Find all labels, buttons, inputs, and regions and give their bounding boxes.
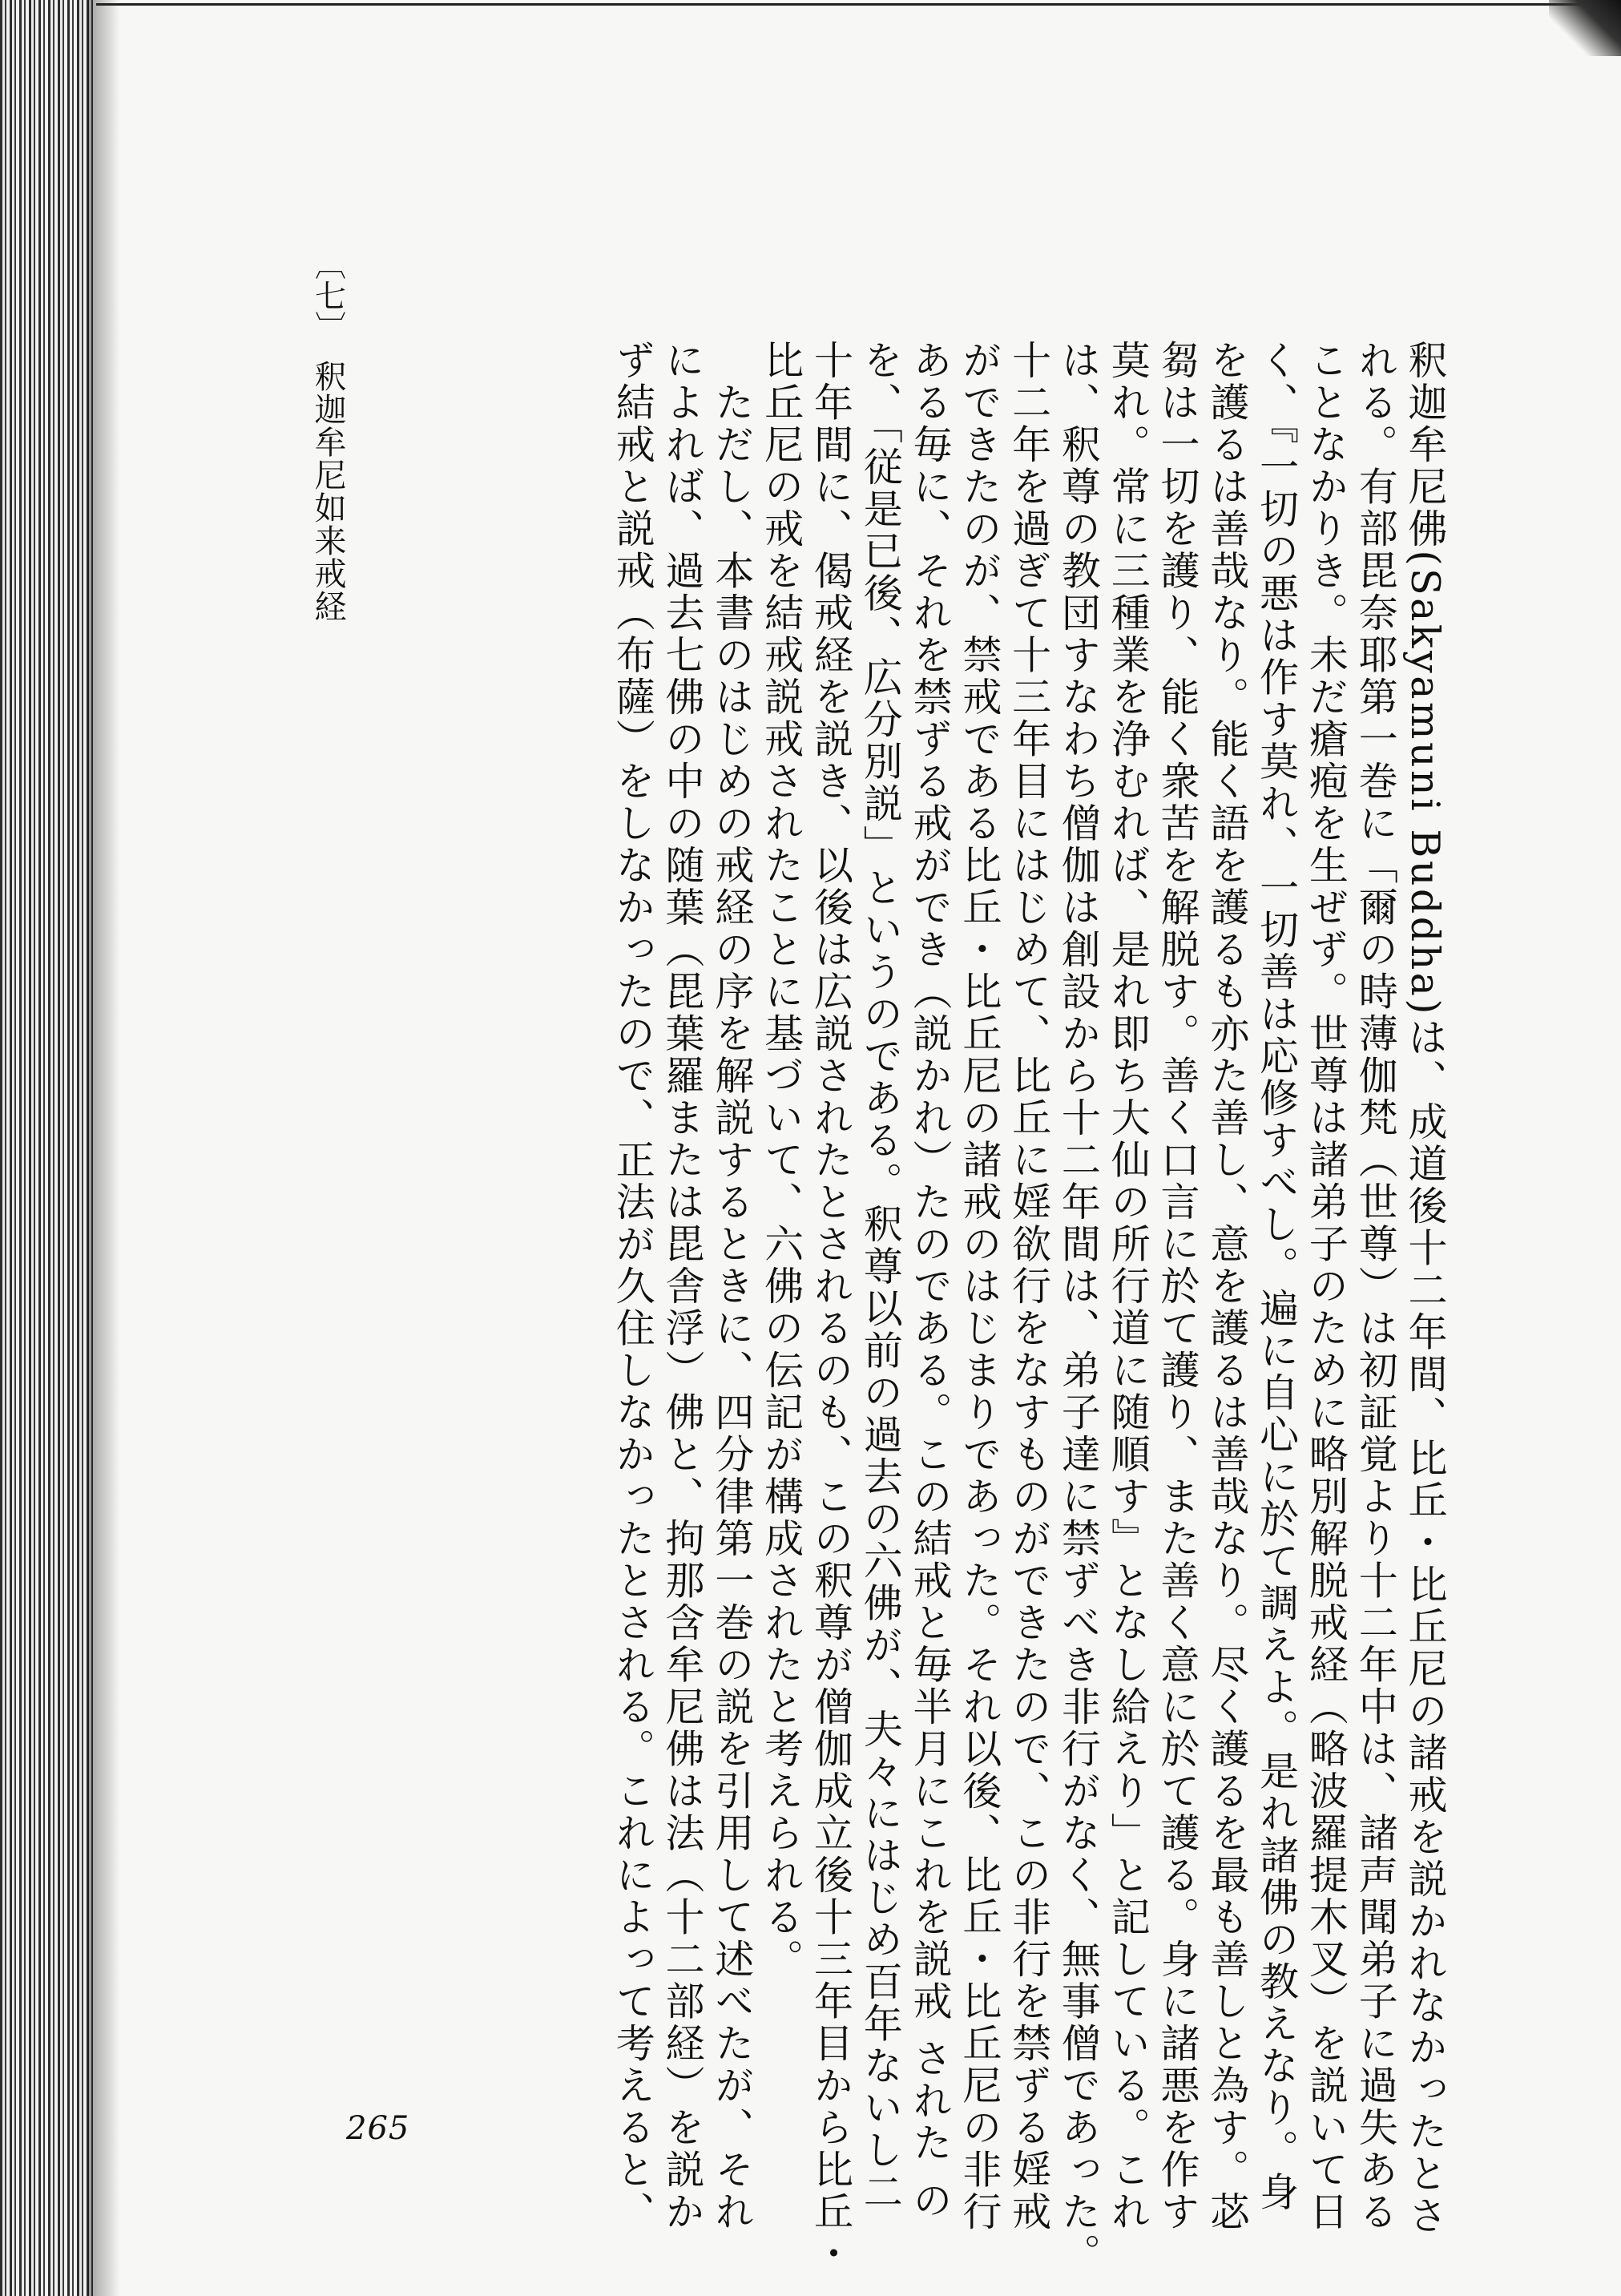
gutter-shadow <box>88 0 120 2296</box>
text-line: を、「従是已後、広分別説」というのである。釈尊以前の過去の六佛が、夫々にはじめ百年ないし二 <box>857 340 904 2213</box>
running-header <box>309 248 346 681</box>
section-number: 〔七〕 <box>309 248 346 342</box>
page-number: 265 <box>346 2110 410 2147</box>
top-edge-line <box>96 3 1603 6</box>
book-page-edges <box>0 0 96 2296</box>
section-title: 釈迦牟尼如来戒経 <box>309 360 346 623</box>
text-line: ず結戒と説戒（布薩）をしなかったので、正法が久住しなかったとされる。これによって考えると、 <box>610 340 656 2233</box>
text-line: 釈迦牟尼佛(Sakyamuni Buddha)は、成道後十二年間、比丘・比丘尼の諸戒を説かれなかったとさ <box>1402 340 1448 2237</box>
text-line: を護るは善哉なり。能く語を護るも亦た善し、意を護るは善哉なり。尽く護るを最も善しと為す。苾 <box>1204 340 1250 2233</box>
text-line: ある毎に、それを禁ずる戒ができ（説かれ）たのである。この結戒と毎半月にこれを説戒 された の <box>907 340 954 2222</box>
text-line: 十年間に、偈戒経を説き、以後は広説されたとされるのも、この釈尊が僧伽成立後十三年目から比丘・ <box>808 340 854 2275</box>
text-line: は、釈尊の教団すなわち僧伽は創設から十二年間は、弟子達に禁ずべき非行がなく、無事僧であった。 <box>1055 340 1102 2275</box>
text-line: 比丘尼の戒を結戒説戒されたことに基づいて、六佛の伝記が構成されたと考えられる。 <box>758 340 804 1981</box>
body-text <box>610 340 1448 2275</box>
text-line: 芻は一切を護り、能く衆苦を解脱す。善く口言に於て護り、また善く意に於て護る。身に諸悪を作す <box>1155 340 1201 2233</box>
scan-corner-shadow <box>1549 0 1621 56</box>
text-line: ことなかりき。未だ瘡疱を生ぜず。世尊は諸弟子のために略別解脱戒経（略波羅提木叉）を説いて日 <box>1303 340 1349 2233</box>
text-line: 十二年を過ぎて十三年目にはじめて、比丘に婬欲行をなすものができたので、この非行を禁ずる婬戒 <box>1006 340 1052 2233</box>
text-line: 莫れ。常に三種業を浄むれば、是れ即ち大仙の所行道に随順す』となし給えり」と記している。これ <box>1105 340 1151 2233</box>
text-line: ただし、本書のはじめの戒経の序を解説するときに、四分律第一巻の説を引用して述べたが、それ <box>708 340 755 2233</box>
text-line: く、『一切の悪は作す莫れ、一切善は応修すべし。遍に自心に於て調えよ。是れ諸佛の教えなり。身 <box>1253 340 1300 2213</box>
text-line: によれば、過去七佛の中の随葉（毘葉羅または毘舎浮）佛と、拘那含牟尼佛は法（十二部経）を説か <box>659 340 706 2233</box>
text-line: れる。有部毘奈耶第一巻に「爾の時薄伽梵（世尊）は初証覚より十二年中は、諸声聞弟子に過失ある <box>1353 340 1399 2233</box>
text-line: ができたのが、禁戒である比丘・比丘尼の諸戒のはじまりであった。それ以後、比丘・比丘尼の非行 <box>956 340 1002 2233</box>
